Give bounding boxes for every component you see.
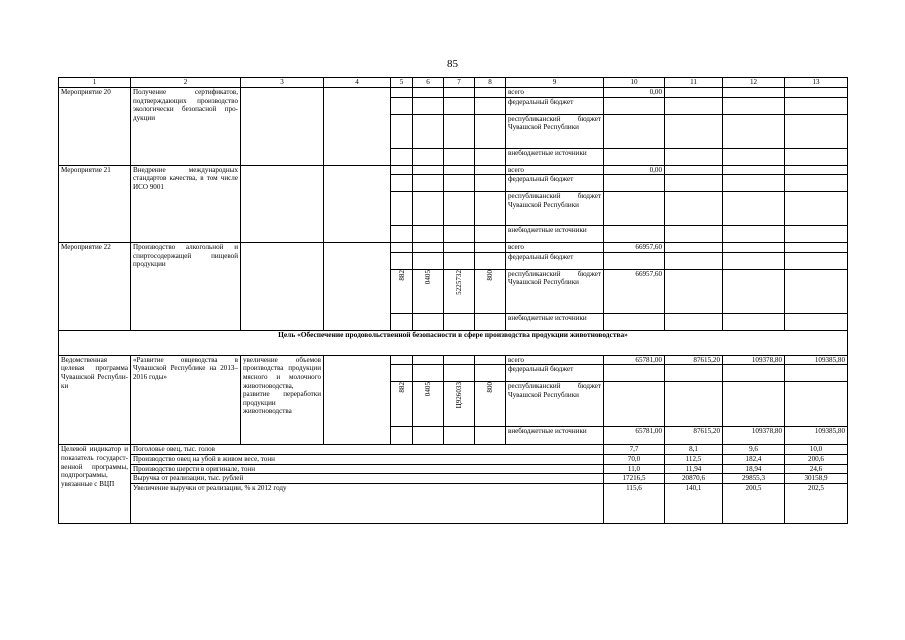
value-cell: [723, 97, 785, 114]
code-cell: [413, 427, 444, 445]
value-2013: 66957,60: [604, 243, 665, 253]
indicator-v11: 8,1: [665, 445, 723, 455]
column-header: 1: [59, 78, 131, 88]
page-number: 85: [447, 58, 458, 70]
code-c8: [475, 269, 506, 313]
code-cell: [413, 313, 444, 330]
code-cell: [391, 355, 413, 365]
value-cell: [723, 148, 785, 165]
indicator-v13: 200,6: [785, 454, 848, 464]
indicator-cell: [324, 88, 391, 166]
indicator-v12: 29855,3: [723, 474, 785, 484]
funding-source: республиканский бюджет Чувашской Республики: [506, 382, 604, 427]
code-cell: [475, 226, 506, 243]
code-cell: [475, 97, 506, 114]
code-cell: [475, 114, 506, 148]
value-cell: [785, 114, 848, 148]
code-cell: [391, 97, 413, 114]
code-cell: [444, 427, 475, 445]
funding-source: внебюджетные источники: [506, 313, 604, 330]
code-cell: [444, 243, 475, 253]
indicator-row: [59, 483, 848, 523]
code-cell: [391, 175, 413, 192]
indicator-cell: [324, 355, 391, 445]
code-c6: [413, 269, 444, 313]
value-v13: [785, 365, 848, 382]
code-cell: [444, 252, 475, 269]
value-cell: [665, 97, 723, 114]
goal-row: [59, 330, 848, 355]
value-cell: [723, 226, 785, 243]
value-cell: [723, 313, 785, 330]
code-c5-text: 882: [397, 269, 406, 281]
value-v11: [665, 382, 723, 427]
column-header: 11: [665, 78, 723, 88]
goal-heading: Цель «Обеспечение продовольственной безопасности в сфере производства продукции животноводства»: [59, 330, 848, 355]
funding-source: федеральный бюджет: [506, 252, 604, 269]
indicator-v13: 30158,9: [785, 474, 848, 484]
code-c7: [444, 382, 475, 427]
value-cell: [785, 175, 848, 192]
indicator-name: Поголовье овец, тыс. голов: [131, 445, 604, 455]
indicator-name: Выручка от реализации, тыс. рублей: [131, 474, 604, 484]
code-cell: [444, 88, 475, 98]
activity-description: Получение сертификатов, подтверждающих производство экологически безопасной продукции: [131, 88, 241, 166]
code-cell: [413, 192, 444, 226]
value-cell: [785, 148, 848, 165]
code-cell: [413, 97, 444, 114]
code-cell: [475, 88, 506, 98]
code-cell: [391, 165, 413, 175]
code-cell: [475, 165, 506, 175]
funding-source: всего: [506, 243, 604, 253]
indicator-v13: 24,6: [785, 464, 848, 474]
value-2013: [604, 114, 665, 148]
code-c6-text: 0405: [424, 382, 432, 397]
funding-source: республиканский бюджет Чувашской Республики: [506, 269, 604, 313]
code-cell: [475, 313, 506, 330]
code-cell: [391, 243, 413, 253]
funding-source: всего: [506, 355, 604, 365]
indicator-v12: 200,5: [723, 483, 785, 523]
program-row: [59, 355, 848, 365]
indicator-v10: 17216,5: [604, 474, 665, 484]
column-header: 9: [506, 78, 604, 88]
value-cell: [665, 269, 723, 313]
code-cell: [475, 355, 506, 365]
activity-description: Внедрение международных стандартов качества, в том числе ИСО 9001: [131, 165, 241, 243]
code-cell: [444, 226, 475, 243]
value-cell: [785, 269, 848, 313]
code-cell: [413, 365, 444, 382]
code-cell: [391, 252, 413, 269]
code-c5: [391, 382, 413, 427]
code-cell: [444, 148, 475, 165]
column-header: 13: [785, 78, 848, 88]
column-header: 7: [444, 78, 475, 88]
funding-source: внебюджетные источники: [506, 427, 604, 445]
header-row: [59, 78, 848, 88]
code-cell: [444, 165, 475, 175]
code-cell: [475, 243, 506, 253]
program-type: Ведомственная целевая программа Чувашской Республики: [59, 355, 131, 445]
funding-source: республиканский бюджет Чувашской Республики: [506, 192, 604, 226]
value-2013: 0,00: [604, 88, 665, 98]
code-c6-text: 0405: [424, 269, 432, 284]
code-c7: [444, 269, 475, 313]
funding-source: всего: [506, 165, 604, 175]
column-header: 2: [131, 78, 241, 88]
code-cell: [413, 252, 444, 269]
value-cell: [665, 114, 723, 148]
code-cell: [391, 313, 413, 330]
value-cell: [723, 192, 785, 226]
code-cell: [444, 97, 475, 114]
indicator-v10: 115,6: [604, 483, 665, 523]
value-cell: [785, 243, 848, 253]
funding-source: внебюджетные источники: [506, 148, 604, 165]
indicators-label: Целевой индикатор и показатель государственной программы, подпрограммы, увязанные с ВЦП: [59, 445, 131, 523]
code-cell: [444, 365, 475, 382]
code-c8-text: 800: [486, 382, 494, 394]
code-cell: [475, 427, 506, 445]
value-v13: [785, 382, 848, 427]
code-cell: [475, 252, 506, 269]
code-cell: [413, 165, 444, 175]
code-c5-text: 882: [397, 382, 406, 394]
value-2013: 0,00: [604, 165, 665, 175]
indicator-v12: 18,94: [723, 464, 785, 474]
value-cell: [665, 175, 723, 192]
value-cell: [665, 165, 723, 175]
budget-table: [58, 77, 848, 524]
funding-source: федеральный бюджет: [506, 97, 604, 114]
column-header: 10: [604, 78, 665, 88]
code-cell: [391, 365, 413, 382]
indicator-name: Производство шерсти в оригинале, тонн: [131, 464, 604, 474]
funding-source: федеральный бюджет: [506, 365, 604, 382]
code-cell: [413, 88, 444, 98]
indicator-cell: [324, 165, 391, 243]
code-c8: [475, 382, 506, 427]
indicator-row: [59, 464, 848, 474]
value-2013: [604, 252, 665, 269]
program-goal: увеличение объемов производства продукции мясного и молочного животноводства, развитие переработки продукции животноводства: [241, 355, 324, 445]
indicator-v10: 70,0: [604, 454, 665, 464]
value-cell: [665, 148, 723, 165]
code-cell: [391, 88, 413, 98]
code-cell: [444, 114, 475, 148]
funding-source: республиканский бюджет Чувашской Республики: [506, 114, 604, 148]
indicator-v13: 10,0: [785, 445, 848, 455]
code-cell: [413, 114, 444, 148]
value-2013: [604, 175, 665, 192]
value-2013: [604, 313, 665, 330]
code-c6: [413, 382, 444, 427]
indicator-v13: 202,5: [785, 483, 848, 523]
code-cell: [413, 355, 444, 365]
value-cell: [723, 88, 785, 98]
code-cell: [475, 175, 506, 192]
value-2013: [604, 226, 665, 243]
activity-row: [59, 88, 848, 98]
code-cell: [444, 313, 475, 330]
code-c5: [391, 269, 413, 313]
value-cell: [785, 313, 848, 330]
value-cell: [785, 165, 848, 175]
goal-cell: [241, 243, 324, 331]
value-v13: 109385,80: [785, 427, 848, 445]
column-header: 6: [413, 78, 444, 88]
column-header: 3: [241, 78, 324, 88]
code-cell: [413, 175, 444, 192]
code-c7-text: Ц926033: [455, 382, 463, 409]
value-cell: [785, 88, 848, 98]
value-v13: 109385,80: [785, 355, 848, 365]
indicator-name: Увеличение выручки от реализации, % к 2012 году: [131, 483, 604, 523]
value-2013: [604, 192, 665, 226]
value-2013: [604, 148, 665, 165]
indicator-v12: 9,6: [723, 445, 785, 455]
program-name: «Развитие овцеводства в Чувашской Республике на 2013–2016 годы»: [131, 355, 241, 445]
code-cell: [413, 243, 444, 253]
value-cell: [723, 269, 785, 313]
activity-row: [59, 165, 848, 175]
value-v11: 87615,20: [665, 355, 723, 365]
activity-name: Мероприятие 21: [59, 165, 131, 243]
code-cell: [413, 226, 444, 243]
funding-source: внебюджетные источники: [506, 226, 604, 243]
activity-row: [59, 243, 848, 253]
value-cell: [665, 88, 723, 98]
code-cell: [391, 148, 413, 165]
value-cell: [723, 252, 785, 269]
value-2013: 66957,60: [604, 269, 665, 313]
indicator-v11: 20870,6: [665, 474, 723, 484]
value-cell: [665, 252, 723, 269]
indicator-row: [59, 454, 848, 464]
code-cell: [444, 175, 475, 192]
code-cell: [391, 192, 413, 226]
activity-name: Мероприятие 20: [59, 88, 131, 166]
value-v11: 87615,20: [665, 427, 723, 445]
table-body: [59, 78, 848, 524]
indicator-v12: 182,4: [723, 454, 785, 464]
column-header: 12: [723, 78, 785, 88]
value-cell: [723, 243, 785, 253]
code-cell: [413, 148, 444, 165]
code-cell: [444, 192, 475, 226]
value-cell: [785, 226, 848, 243]
code-cell: [444, 355, 475, 365]
indicator-row: [59, 474, 848, 484]
goal-cell: [241, 165, 324, 243]
value-v10: 65781,00: [604, 355, 665, 365]
value-cell: [665, 243, 723, 253]
code-cell: [475, 365, 506, 382]
value-v10: [604, 365, 665, 382]
value-cell: [785, 97, 848, 114]
indicator-row: [59, 445, 848, 455]
value-cell: [665, 192, 723, 226]
indicator-v10: 11,0: [604, 464, 665, 474]
value-cell: [723, 114, 785, 148]
activity-name: Мероприятие 22: [59, 243, 131, 331]
column-header: 4: [324, 78, 391, 88]
funding-source: всего: [506, 88, 604, 98]
indicator-v11: 11,94: [665, 464, 723, 474]
code-cell: [391, 114, 413, 148]
value-cell: [723, 165, 785, 175]
value-cell: [785, 192, 848, 226]
indicator-name: Производство овец на убой в живом весе, тонн: [131, 454, 604, 464]
value-v12: 109378,80: [723, 355, 785, 365]
indicator-v10: 7,7: [604, 445, 665, 455]
goal-cell: [241, 88, 324, 166]
activity-description: Производство алкогольной и спиртосодержащей пищевой продукции: [131, 243, 241, 331]
funding-source: федеральный бюджет: [506, 175, 604, 192]
indicator-v11: 112,5: [665, 454, 723, 464]
column-header: 8: [475, 78, 506, 88]
code-cell: [391, 226, 413, 243]
value-cell: [665, 226, 723, 243]
value-2013: [604, 97, 665, 114]
code-cell: [475, 148, 506, 165]
indicator-cell: [324, 243, 391, 331]
indicator-v11: 140,1: [665, 483, 723, 523]
code-cell: [391, 427, 413, 445]
value-v12: [723, 382, 785, 427]
column-header: 5: [391, 78, 413, 88]
value-cell: [723, 175, 785, 192]
code-c7-text: 5225732: [455, 269, 463, 295]
value-cell: [665, 313, 723, 330]
value-v12: 109378,80: [723, 427, 785, 445]
value-v10: 65781,00: [604, 427, 665, 445]
code-cell: [475, 192, 506, 226]
value-cell: [785, 252, 848, 269]
value-v11: [665, 365, 723, 382]
value-v12: [723, 365, 785, 382]
value-v10: [604, 382, 665, 427]
code-c8-text: 800: [486, 269, 494, 281]
